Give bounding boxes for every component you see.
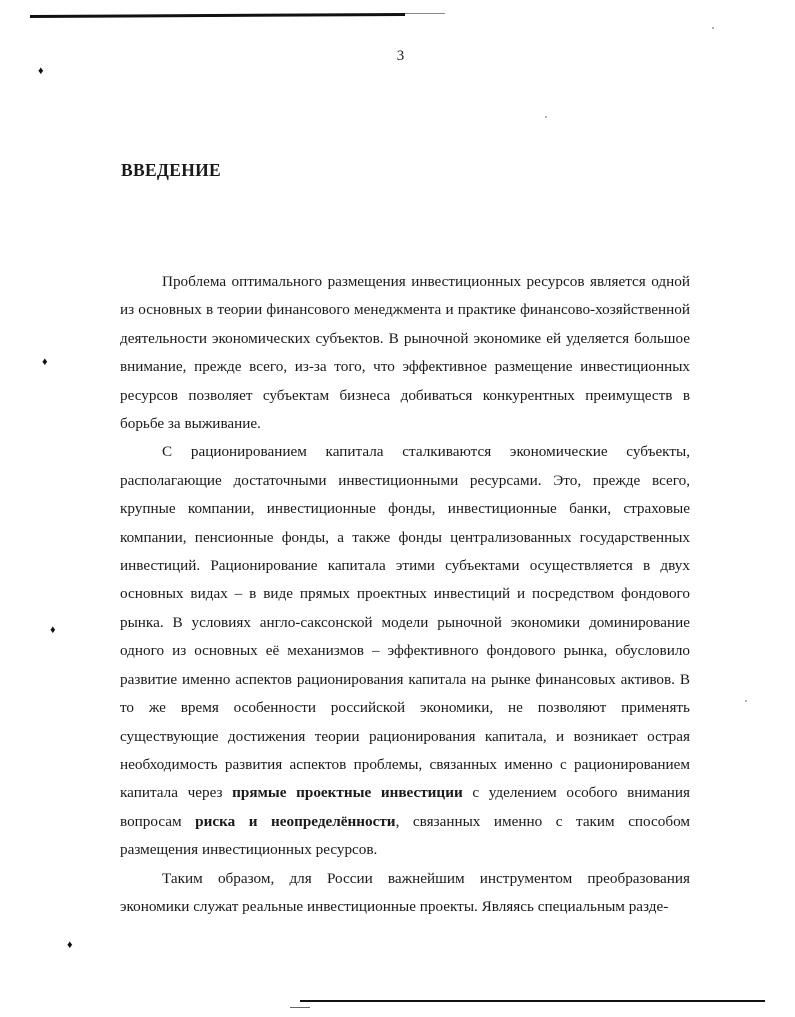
punch-hole-mark: ♦ (67, 939, 73, 951)
scan-edge-line-bottom-fragment (290, 1007, 310, 1008)
scan-edge-line-top-fragment (405, 13, 445, 14)
scan-edge-line-top (30, 13, 405, 18)
body-text (120, 268, 690, 921)
scan-edge-line-bottom (300, 1000, 765, 1002)
paragraph-3: Таким образом, для России важнейшим инструментом преобразования экономики служат реальные инвестиционные проекты. Являясь специальным разде- (120, 869, 690, 915)
paragraph-2-text-c: , связанных именно с таким способом размещения инвестиционных ресурсов. (120, 812, 691, 859)
page-number: 3 (396, 48, 405, 64)
paragraph-2-text-a: С рационированием капитала сталкиваются экономические субъекты, располагающие достаточными инвестиционными ресурсами. Это, прежде всего, крупные компании, инвестиционные фонды, инвестиционные банки, страховые компании, пенсионные фонды, а также фонды централизованных государственных инвестиций. Рационирование капитала этими субъектами осуществляется в двух основных видах – в виде прямых проектных инвестиций и посредством фондового рынка. В условиях англо-саксонской модели рыночной экономики доминирование одного из основных её механизмов – эффективного фондового рынка, обусловило развитие именно аспектов рационирования капитала на рынке финансовых активов. В то же время особенности российской экономики, не позволяют применять существующие достижения теории рационирования капитала, и возникает острая необходимость развития аспектов проблемы, связанных именно с рационированием капитала через (120, 443, 690, 802)
paragraph-2 (120, 438, 690, 864)
punch-hole-mark: ♦ (38, 65, 44, 77)
scan-speck (712, 27, 714, 29)
punch-hole-mark: ♦ (42, 356, 48, 368)
scan-speck (545, 116, 547, 118)
paragraph-2-bold-a: прямые проектные инвестиции (232, 784, 463, 802)
punch-hole-mark: ♦ (50, 624, 56, 636)
paragraph-1: Проблема оптимального размещения инвестиционных ресурсов является одной из основных в теории финансового менеджмента и практике финансово-хозяйственной деятельности экономических субъектов. В рыночной экономике ей уделяется большое внимание, прежде всего, из-за того, что эффективное размещение инвестиционных ресурсов позволяет субъектам бизнеса добиваться конкурентных преимуществ в борьбе за выживание. (120, 273, 690, 433)
scan-speck (745, 700, 747, 702)
paragraph-2-text-b: с уделением особого внимания вопросам (120, 784, 690, 830)
paragraph-2-bold-b: риска и неопределённости (195, 812, 396, 830)
section-heading: ВВЕДЕНИЕ (121, 160, 222, 180)
